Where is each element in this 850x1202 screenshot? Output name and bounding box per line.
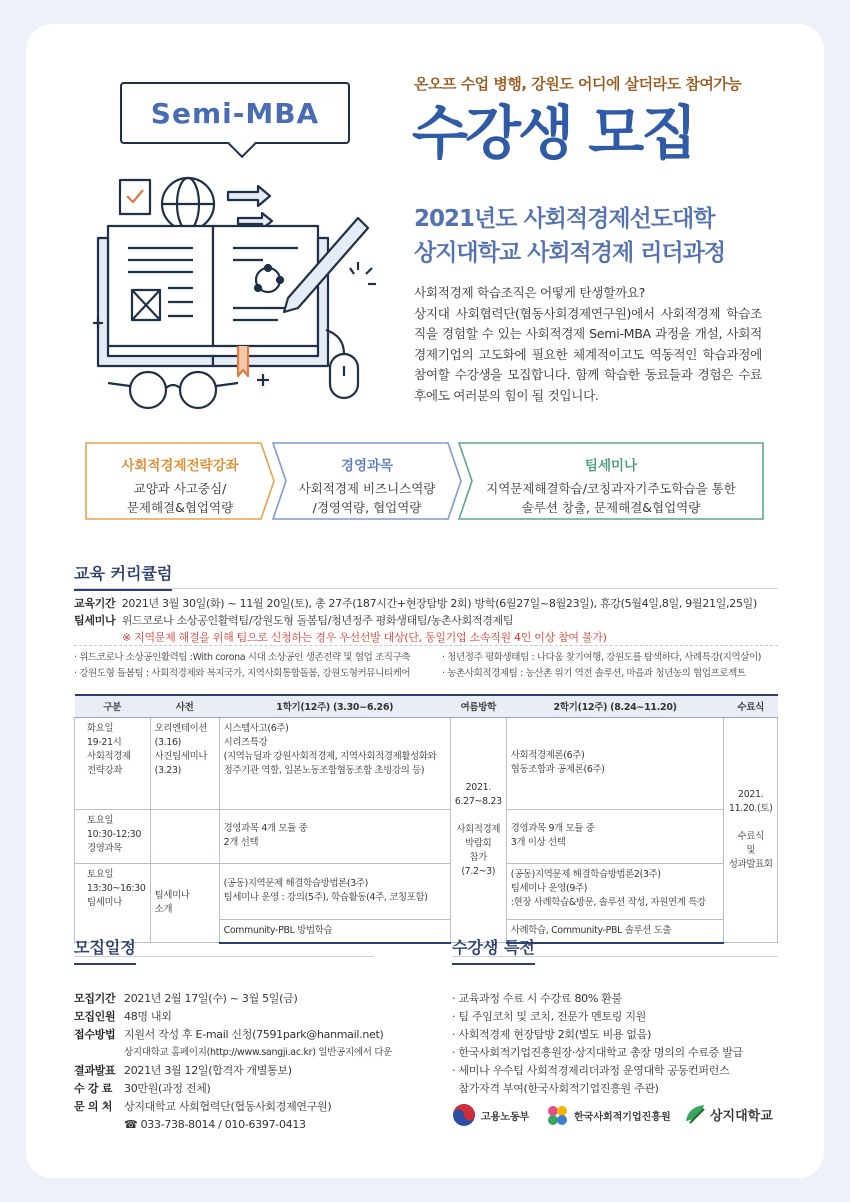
table-cell: 사례학습, Community-PBL 솔루션 도출 <box>506 919 724 943</box>
table-header-row <box>75 695 778 717</box>
schedule-row <box>74 1062 444 1080</box>
benefits-list <box>452 990 782 1098</box>
schedule-row <box>74 1098 444 1116</box>
curriculum-heading <box>74 561 778 597</box>
table-cell: 화요일 19-21시 사회적경제 전략강좌 <box>75 717 151 809</box>
track-desc-line1: 교양과 사고중심/ <box>133 481 227 496</box>
intro-body: 상지대 사회협력단(협동사회경제연구원)에서 사회적경제 학습조직을 경험할 수 있는 사회적경제 Semi-MBA 과정을 개설, 사회적경제기업의 고도화에 필요한 체계적이고도 역동적인 학습과정에 참여할 수강생을 모집합니다. 함께 학습한 동료들과 경험은 수료 후에도 여러분의 힘이 될 것입니다. <box>414 305 762 403</box>
schedule-list <box>74 990 444 1134</box>
seminar-value: 위드코로나 소상공인활력팀/강원도형 돌봄팀/청년정주 평화생태팀/농촌사회적경제팀 <box>121 614 514 627</box>
table-cell: 사회적경제론(6주) 협동조합과 공제론(6주) <box>506 717 724 809</box>
book-illustration-icon <box>88 168 398 418</box>
schedule-row <box>74 1044 444 1062</box>
track-management <box>272 442 462 520</box>
curriculum-info <box>74 595 794 646</box>
table-cell: 토요일 10:30-12:30 경영과목 <box>75 809 151 863</box>
team-item: · 청년정주 평화생태팀 : 나다움 찾기여행, 강원도를 탐색하다, 사례특강(지역살이) <box>442 652 762 663</box>
benefit-item: · 세미나 우수팀 사회적경제리더과정 운영대학 공동컨퍼런스 <box>452 1064 730 1077</box>
table-cell <box>150 809 219 863</box>
schedule-heading <box>74 938 136 987</box>
track-team-seminar <box>458 442 764 520</box>
subtitle-leader-course: 상지대학교 사회적경제 리더과정 <box>414 240 726 266</box>
schedule-key: 수 강 료 <box>74 1082 113 1095</box>
benefit-item: · 팀 주임코치 및 코치, 전문가 멘토링 지원 <box>452 1010 646 1023</box>
track-desc <box>85 479 275 517</box>
logo-sangji <box>684 1103 773 1125</box>
table-header: 여름방학 <box>450 695 506 717</box>
tagline: 온오프 수업 병행, 강원도 어디에 살더라도 참여가능 <box>414 75 742 93</box>
schedule-value: ☎ 033-738-8014 / 010-6397-0413 <box>124 1118 306 1131</box>
logo-label: 한국사회적기업진흥원 <box>574 1111 671 1123</box>
team-list-right <box>442 650 782 682</box>
schedule-row <box>74 1080 444 1098</box>
schedule-value: 상지대학교 홈페이지(http://www.sangji.ac.kr) 일반공지에서 다운 <box>124 1047 393 1058</box>
sangji-leaf-icon <box>684 1103 706 1125</box>
logo-label: 고용노동부 <box>481 1111 530 1123</box>
logo-kosea <box>545 1103 671 1127</box>
table-header: 수료식 <box>724 695 778 717</box>
table-header: 2학기(12주) (8.24~11.20) <box>506 695 724 717</box>
semi-mba-badge: Semi-MBA <box>120 82 350 144</box>
table-header: 구분 <box>75 695 151 717</box>
table-cell: Community-PBL 방법학습 <box>219 919 450 943</box>
kosea-flower-icon <box>545 1103 569 1127</box>
track-desc-line1: 지역문제해결학습/코칭과자기주도학습을 통한 <box>486 481 736 496</box>
intro-question: 사회적경제 학습조직은 어떻게 탄생할까요? <box>414 285 646 300</box>
track-title: 경영과목 <box>340 458 394 474</box>
schedule-row <box>74 1008 444 1026</box>
team-item: · 강원도형 돌봄팀 : 사회적경제와 복지국가, 지역사회통합돌봄, 강원도형커뮤니티케어 <box>74 668 411 679</box>
schedule-value: 지원서 작성 후 E-mail 신청(7591park@hanmail.net) <box>124 1028 384 1041</box>
track-desc-line2: /경영역량, 협업역량 <box>312 500 422 515</box>
table-row <box>75 863 778 919</box>
schedule-value: 상지대학교 사회협력단(협동사회경제연구원) <box>124 1100 332 1113</box>
schedule-key: 결과발표 <box>74 1064 116 1077</box>
table-cell: 경영과목 4개 모듈 중 2개 선택 <box>219 809 450 863</box>
schedule-key: 접수방법 <box>74 1028 116 1041</box>
table-cell: 오리엔테이션 (3.16) 사진팀세미나 (3.23) <box>150 717 219 809</box>
table-header: 1학기(12주) (3.30~6.26) <box>219 695 450 717</box>
team-list-left <box>74 650 444 682</box>
track-desc <box>458 479 764 517</box>
benefit-item: · 한국사회적기업진흥원장·상지대학교 총장 명의의 수료증 발급 <box>452 1046 743 1059</box>
schedule-value: 2021년 2월 17일(수) ~ 3월 5일(금) <box>124 992 298 1005</box>
table-cell: 경영과목 9개 모듈 중 3개 이상 선택 <box>506 809 724 863</box>
benefit-item: · 사회적경제 현장탐방 2회(별도 비용 없음) <box>452 1028 652 1041</box>
team-item: · 위드코로나 소상공인활력팀 :With corona 시대 소상공인 생존전략 및 협업 조직구축 <box>74 652 411 663</box>
track-desc <box>272 479 462 517</box>
track-title: 사회적경제전략강좌 <box>121 458 239 474</box>
schedule-value: 48명 내외 <box>124 1010 172 1023</box>
schedule-key: 모집인원 <box>74 1010 116 1023</box>
table-cell: 토요일 13:30~16:30 팀세미나 <box>75 863 151 943</box>
track-title: 팀세미나 <box>584 458 638 474</box>
table-row <box>75 717 778 809</box>
page-title: 수강생 모집 <box>412 99 695 167</box>
schedule-row <box>74 1116 444 1134</box>
seminar-row <box>74 612 794 629</box>
curriculum-heading-text: 교육 커리큘럼 <box>74 561 172 591</box>
benefit-item: 참가자격 부여(한국사회적기업진흥원 주관) <box>452 1082 659 1095</box>
table-cell: 팀세미나 소개 <box>150 863 219 943</box>
table-cell-graduation: 2021. 11.20.(토) 수료식 및 성과발표회 <box>724 717 778 943</box>
taegeuk-icon <box>452 1103 476 1127</box>
seminar-label: 팀세미나 <box>74 614 116 627</box>
period-row <box>74 595 794 612</box>
table-row <box>75 809 778 863</box>
schedule-row <box>74 990 444 1008</box>
track-strategy-lecture <box>85 442 275 520</box>
schedule-row <box>74 1026 444 1044</box>
divider <box>74 645 778 646</box>
intro-text <box>414 283 762 406</box>
logo-label: 상지대학교 <box>710 1108 773 1124</box>
divider <box>74 588 778 589</box>
benefit-item: · 교육과정 수료 시 수강료 80% 환불 <box>452 992 622 1005</box>
schedule-value: 30만원(과정 전체) <box>124 1082 211 1095</box>
logo-moel <box>452 1103 529 1127</box>
benefits-heading <box>452 938 535 987</box>
table-cell-summer: 2021. 6.27~8.23 사회적경제 박람회 참가 (7.2~3) <box>450 717 506 943</box>
period-label: 교육기간 <box>74 597 116 610</box>
subtitle-university-program: 2021년도 사회적경제선도대학 <box>414 206 715 232</box>
schedule-value: 2021년 3월 12일(합격자 개별통보) <box>124 1064 292 1077</box>
team-item: · 농촌사회적경제팀 : 농산촌 위기 역전 솔루션, 마을과 청년농의 협업프로젝트 <box>442 668 746 679</box>
schedule-heading-text: 모집일정 <box>74 935 136 965</box>
benefits-heading-text: 수강생 특전 <box>452 935 535 965</box>
schedule-key: 모집기간 <box>74 992 116 1005</box>
track-desc-line1: 사회적경제 비즈니스역량 <box>298 481 436 496</box>
table-header: 사전 <box>150 695 219 717</box>
curriculum-table <box>74 694 778 944</box>
period-value: 2021년 3월 30일(화) ~ 11월 20일(토), 총 27주(187시간+현장탐방 2회) 방학(6월27일~8월23일), 휴강(5월4일,8일, 9월21일,25일) <box>121 597 757 610</box>
table-cell: (공동)지역문제 해결학습방법론(3주) 팀세미나 운영 : 강의(5주), 학습활동(4주, 코칭포함) <box>219 863 450 919</box>
track-desc-line2: 솔루션 창출, 문제해결&협업역량 <box>521 500 701 515</box>
table-cell: (공동)지역문제 해결학습방법론2(3주) 팀세미나 운영(9주) :현장 사례학습&방문, 솔루션 작성, 자원연계 특강 <box>506 863 724 919</box>
table-cell: 시스템사고(6주) 시리즈특강 (지역뉴딜과 강원사회적경제, 지역사회적경제활성화와 정주기관 역할, 일본노동조합협동조합 초빙강의 등) <box>219 717 450 809</box>
schedule-key: 문 의 처 <box>74 1100 113 1113</box>
track-desc-line2: 문제해결&협업역량 <box>126 500 234 515</box>
priority-note: ※ 지역문제 해결을 위해 팀으로 신청하는 경우 우선선발 대상(단, 동일기업 소속직원 4인 이상 참여 불가) <box>122 631 607 644</box>
